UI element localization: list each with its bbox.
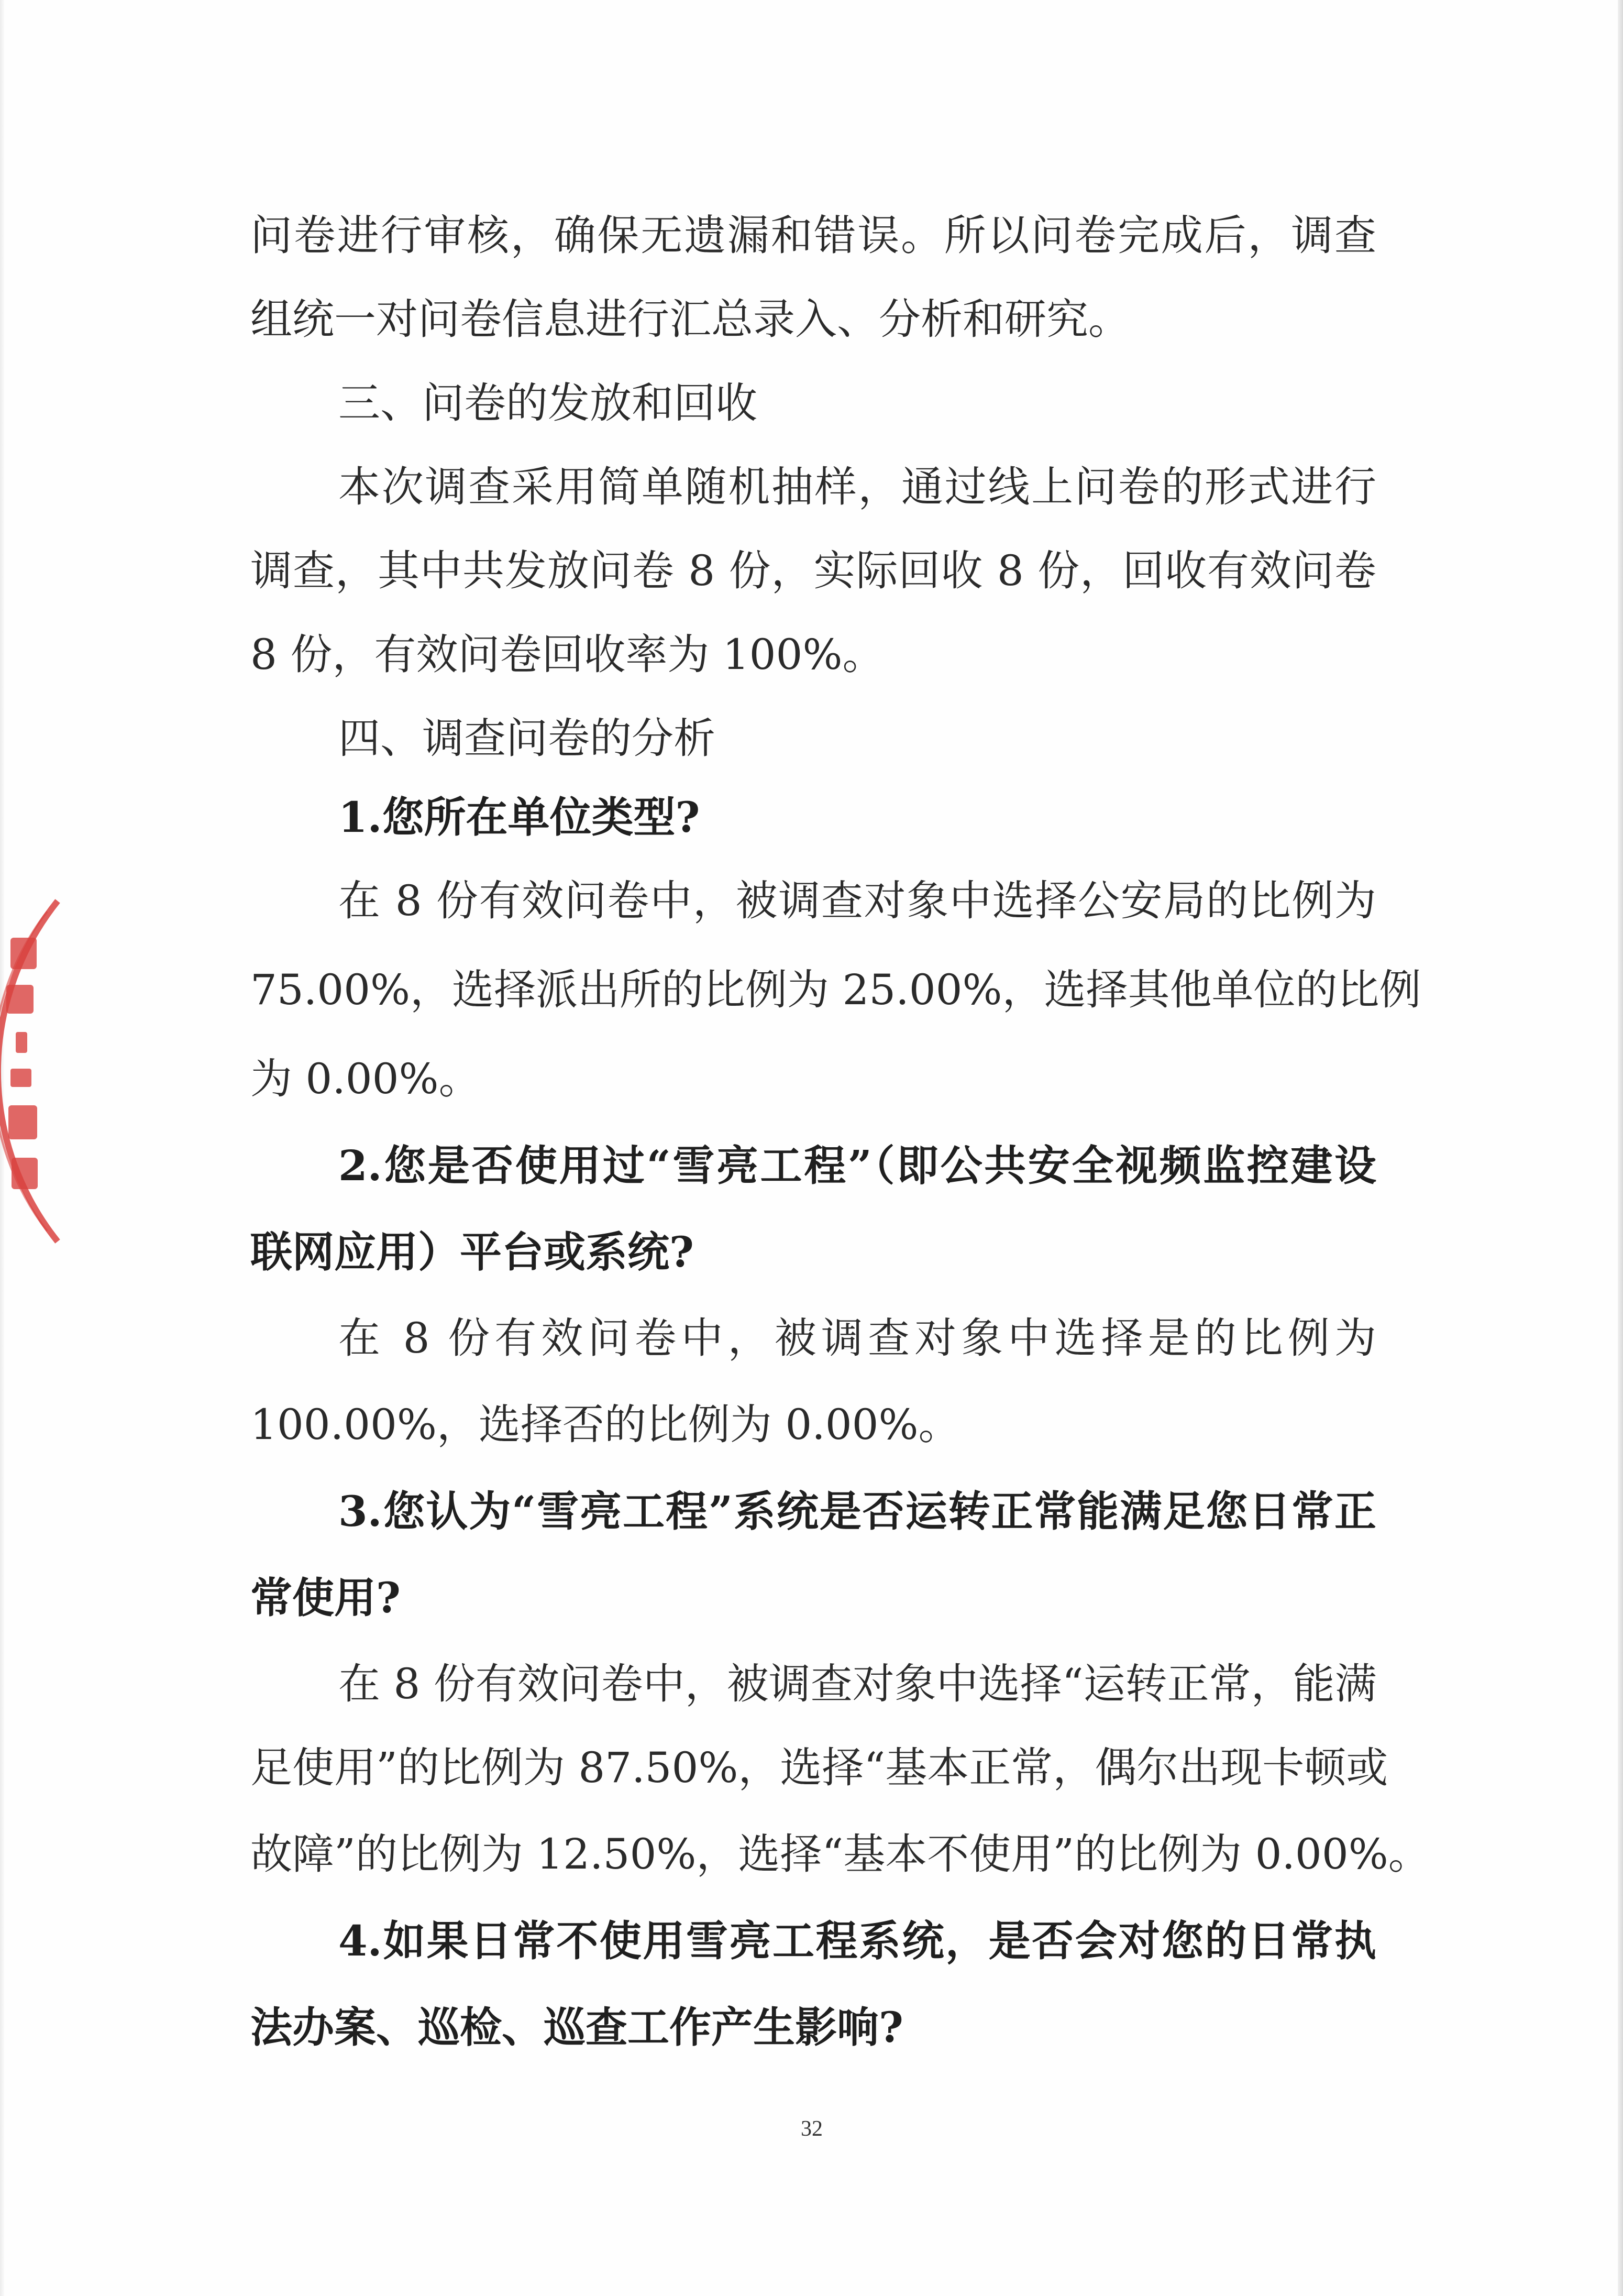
paragraph-line: 故障”的比例为 12.50%，选择“基本不使用”的比例为 0.00%。 <box>250 1830 1430 1878</box>
question-heading: 联网应用）平台或系统? <box>250 1227 694 1277</box>
section-heading: 三、问卷的发放和回收 <box>338 379 757 427</box>
question-heading: 2.您是否使用过“雪亮工程”（即公共安全视频监控建设 <box>338 1141 1376 1190</box>
paragraph-line: 足使用”的比例为 87.50%，选择“基本正常，偶尔出现卡顿或 <box>250 1743 1388 1792</box>
question-heading: 1.您所在单位类型? <box>338 793 700 842</box>
paragraph-line: 在 8 份有效问卷中，被调查对象中选择公安局的比例为 <box>338 876 1376 925</box>
paragraph-line: 100.00%，选择否的比例为 0.00%。 <box>250 1400 960 1449</box>
paragraph-line: 组统一对问卷信息进行汇总录入、分析和研究。 <box>250 295 1130 344</box>
paragraph-line: 为 0.00%。 <box>250 1054 481 1103</box>
paragraph-line: 75.00%，选择派出所的比例为 25.00%，选择其他单位的比例 <box>250 965 1421 1014</box>
page-number: 32 <box>801 2117 823 2141</box>
paragraph-line: 调查，其中共发放问卷 8 份，实际回收 8 份，回收有效问卷 <box>250 546 1376 595</box>
paragraph-line: 在 8 份有效问卷中，被调查对象中选择是的比例为 <box>338 1314 1376 1363</box>
paragraph-line: 本次调查采用简单随机抽样，通过线上问卷的形式进行 <box>338 463 1376 511</box>
question-heading: 3.您认为“雪亮工程”系统是否运转正常能满足您日常正 <box>338 1487 1376 1536</box>
question-heading: 法办案、巡检、巡查工作产生影响? <box>250 2003 903 2052</box>
red-seal-stamp <box>0 891 73 1252</box>
question-heading: 4.如果日常不使用雪亮工程系统，是否会对您的日常执 <box>338 1916 1376 1965</box>
paragraph-line: 8 份，有效问卷回收率为 100%。 <box>250 630 885 679</box>
paragraph-line: 问卷进行审核，确保无遗漏和错误。所以问卷完成后，调查 <box>250 211 1376 260</box>
scan-edge-right <box>1618 0 1623 2296</box>
paragraph-line: 在 8 份有效问卷中，被调查对象中选择“运转正常，能满 <box>338 1660 1377 1708</box>
question-heading: 常使用? <box>250 1573 401 1622</box>
section-heading: 四、调查问卷的分析 <box>338 714 715 763</box>
